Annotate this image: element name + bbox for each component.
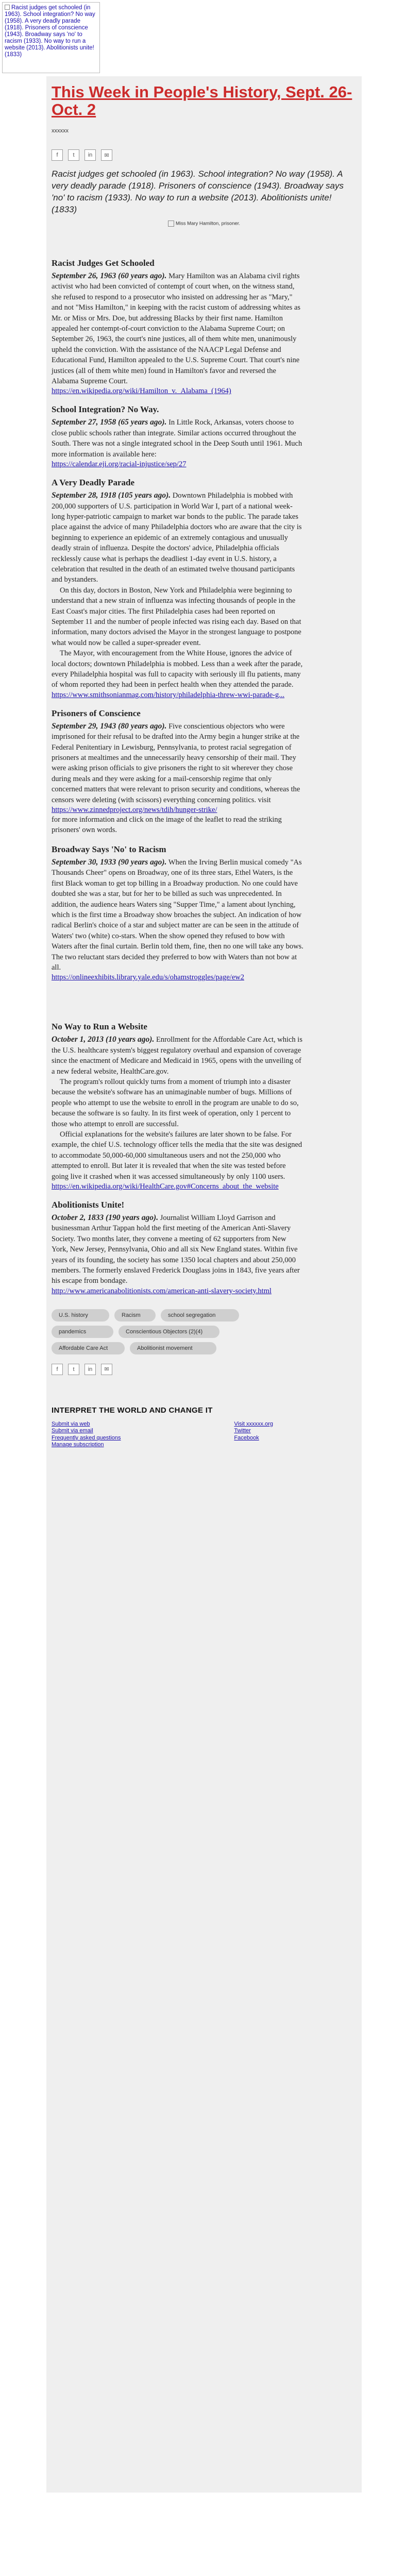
tag-pill[interactable]: pandemics [52, 1326, 113, 1338]
section-paragraph: Downtown Philadelphia is mobbed with 200,000 supporters of U.S. participation in World War I, part of a national week-long hyper-patriotic campaign to market war bonds to the public. The parade takes place against the advice of many Philadelphia doctors who are aware that the city is beginning to experience an epidemic of an extremely contagious and unusually deadly strain of influenza. Despite the doctors' advice, Philadelphia officials recklessly cause what is perhaps the deadliest 1-day event in U.S. history, a celebration that resulted in the death of an estimated twelve thousand participants and bystanders. [52, 492, 302, 584]
twitter-share-icon[interactable]: t [68, 149, 79, 161]
section-paragraph: Five conscientious objectors who were imprisoned for their refusal to be drafted into the Army begin a hunger strike at the Federal Penitentiary in Lewisburg, Pennsylvania, to protest racial segregation of prisoners at mealtimes and the unnecessarily heavy censorship of their mail. They were asking prison officials to give prisoners the right to sit wherever they chose during meals and they were asking for a mail-censorship regime that only concerned matters that were relevant to prison security and conditions, whereas the censors were deleting (with scissors) everything concerning politics. visit [52, 722, 300, 804]
share-row-bottom [46, 1364, 362, 1375]
section-paragraph: In Little Rock, Arkansas, voters choose to close public schools rather than integrate. Similar actions occurred throughout the South. There was not a single integrated school in the Deep South until 1961. Much more information is available here: [52, 418, 302, 459]
section-paragraph: Enrollment for the Affordable Care Act, which is the U.S. healthcare system's biggest regulatory overhaul and expansion of coverage since the enactment of Medicare and Medicaid in 1965, opens with the unveiling of a new federal website, HealthCare.gov. [52, 1036, 302, 1076]
section-date: October 1, 2013 (10 years ago). [52, 1035, 155, 1044]
footer-link-submit-email[interactable]: Submit via email [52, 1428, 93, 1434]
section-link[interactable]: https://onlineexhibits.library.yale.edu/s/ohamstroggles/page/ew2 [52, 973, 244, 982]
facebook-share-icon[interactable]: f [52, 1364, 63, 1375]
tag-pill[interactable]: Racism [114, 1309, 156, 1321]
footer-link-twitter[interactable]: Twitter [234, 1428, 251, 1434]
summary: Racist judges get schooled (in 1963). School integration? No way (1958). A very deadly parade (1918). Prisoners of conscience (1943). Broadway says 'no' to racism (1933). No way to run a website (2013). Abolitionists unite! (1833) [52, 169, 344, 214]
section-title: Racist Judges Get Schooled [52, 258, 155, 268]
section-title: A Very Deadly Parade [52, 478, 135, 488]
footer-col-left [52, 1421, 121, 1449]
section-title: Abolitionists Unite! [52, 1200, 125, 1210]
section-paragraph: The program's rollout quickly turns from a moment of triumph into a disaster because the website's software has an unimaginable number of bugs. Millions of people who attempt to use the website to enroll in the program are unable to do so, because the software is so faulty. In its first week of operation, only 1 percent to those who attempt to enroll are successful. [52, 1077, 299, 1128]
section-paragraph: Mary Hamilton was an Alabama civil rights activist who had been convicted of contempt of court when, on the witness stand, she refused to respond to a prosecutor who insisted on addressing her as "Mary," and not "Miss Hamilton," in keeping with the racist custom of addressing whites as Mr. or Miss or Mrs. Doe, but addressing Blacks by their first name. Hamilton appealed her contempt-of-court conviction to the Alabama Supreme Court; on September 26, 1963, the court's nine justices, all of them white men, unanimously upheld the conviction. With the assistance of the NAACP Legal Defense and Educational Fund, Hamilton appealed to the U.S. Supreme Court. That court's nine justices (all of them white men) found in Hamilton's favor and reversed the Alabama Supreme Court. [52, 272, 301, 386]
section-paragraph: On this day, doctors in Boston, New York and Philadelphia were beginning to understand that a new strain of influenza was infecting thousands of people in the East Coast's major cities. The first Philadelphia cases had been reported on September 11 and the number of people infected was rising each day. Based on that information, many doctors advised the Mayor in the strongest language to postpone what would now be called a super-spreader event. [52, 586, 301, 647]
section-title: No Way to Run a Website [52, 1022, 147, 1032]
section [52, 844, 304, 982]
section-after-link: for more information and click on the image of the leaflet to read the striking prisoners' own words. [52, 816, 282, 835]
section-date: September 28, 1918 (105 years ago). [52, 491, 171, 500]
tag-list [52, 1309, 258, 1354]
hero-image [52, 221, 357, 227]
linkedin-share-icon[interactable]: in [84, 149, 96, 161]
twitter-share-icon[interactable]: t [68, 1364, 79, 1375]
preheader[interactable] [2, 2, 100, 73]
spacer [52, 990, 304, 1021]
section-paragraph: The Mayor, with encouragement from the White House, ignores the advice of local doctors; downtown Philadelphia is mobbed. Less than a week after the parade, every Philadelphia hospital was full to capacity with seriously ill flu patients, many of whom reported they had been in perfect health when they attended the parade. [52, 649, 303, 689]
email-share-icon[interactable]: ✉ [101, 1364, 112, 1375]
facebook-share-icon[interactable]: f [52, 149, 63, 161]
photo-icon [168, 221, 174, 227]
footer-link-manage[interactable]: Manage subscription [52, 1442, 104, 1448]
section [52, 1021, 304, 1191]
section-paragraph: Journalist William Lloyd Garrison and businessman Arthur Tappan hold the first meeting of the American Anti-Slavery Society. Two months later, they convene a meeting of 62 supporters from New York, New Jersey, Pennsylvania, Ohio and all six New England states. Within five years of its founding, the society has some 1350 local chapters and about 250,000 members. The formerly enslaved Frederick Douglass joins in 1843, five years after his escape from bondage. [52, 1214, 300, 1285]
section-body [52, 271, 304, 386]
section [52, 258, 304, 396]
section-body [52, 857, 304, 973]
section-title: Prisoners of Conscience [52, 708, 141, 718]
preheader-text[interactable]: Racist judges get schooled (in 1963). School integration? No way (1958). A very deadly parade (1918). Prisoners of conscience (1943). Broadway says 'no' to racism (1933). No way to run a website (2013). Abolitionists unite! (1833) [5, 5, 95, 58]
section-date: September 29, 1943 (80 years ago). [52, 721, 167, 731]
article-content [46, 258, 304, 1354]
section-date: October 2, 1833 (190 years ago). [52, 1213, 159, 1223]
tag-pill[interactable]: Affordable Care Act [52, 1342, 125, 1354]
tag-pill[interactable]: Abolitionist movement [130, 1342, 216, 1354]
hero-caption: Miss Mary Hamilton, prisoner. [175, 221, 241, 227]
section-link[interactable]: http://www.americanabolitionists.com/american-anti-slavery-society.html [52, 1286, 272, 1295]
email-share-icon[interactable]: ✉ [101, 149, 112, 161]
section-body [52, 417, 304, 460]
linkedin-share-icon[interactable]: in [84, 1364, 96, 1375]
section-title: School Integration? No Way. [52, 404, 159, 415]
section-paragraph: Official explanations for the website's failures are later shown to be false. For example, the chief U.S. technology officer tells the media that the site was designed to accommodate 50,000-60,000 simultaneous users and not the 250,000 who attempted to enroll. But later it is revealed that when the site was tested before going live it crashed when it was accessed simultaneously by only 1100 users. [52, 1130, 302, 1181]
section-link[interactable]: https://www.zinnedproject.org/news/tdih/hunger-strike/ [52, 806, 217, 815]
tag-pill[interactable]: Conscientious Objectors (2)(4) [119, 1326, 219, 1338]
footer-col-right [234, 1421, 273, 1449]
footer-links [52, 1421, 273, 1449]
section-title: Broadway Says 'No' to Racism [52, 844, 166, 854]
section [52, 404, 304, 469]
section [52, 477, 304, 700]
section [52, 708, 304, 836]
page-title[interactable]: This Week in People's History, Sept. 26-Oct. 2 [52, 83, 352, 118]
section-body [52, 721, 304, 805]
broken-image-icon [5, 5, 10, 10]
byline: xxxxxx [52, 128, 69, 134]
footer-brand: INTERPRET THE WORLD AND CHANGE IT [52, 1405, 213, 1415]
section-link[interactable]: https://calendar.eji.org/racial-injustice/sep/27 [52, 460, 187, 469]
newsletter-card [46, 76, 362, 2493]
section-date: September 27, 1958 (65 years ago). [52, 418, 167, 427]
section [52, 1199, 304, 1296]
section-body [52, 490, 304, 585]
section-body [52, 1213, 304, 1286]
section-date: September 26, 1963 (60 years ago). [52, 272, 167, 280]
tag-pill[interactable]: U.S. history [52, 1309, 109, 1321]
tag-pill[interactable]: school segregation [161, 1309, 239, 1321]
footer-link-visit[interactable]: Visit xxxxxx.org [234, 1420, 273, 1427]
section-date: September 30, 1933 (90 years ago). [52, 857, 167, 867]
share-row-top [52, 149, 357, 161]
header [46, 76, 362, 258]
section-body [52, 1035, 304, 1077]
footer [46, 1406, 362, 1449]
section-link[interactable]: https://en.wikipedia.org/wiki/HealthCare.gov#Concerns_about_the_website [52, 1182, 279, 1191]
footer-link-facebook[interactable]: Facebook [234, 1434, 259, 1441]
section-link[interactable]: https://www.smithsonianmag.com/history/philadelphia-threw-wwi-parade-g... [52, 690, 285, 699]
section-link[interactable]: https://en.wikipedia.org/wiki/Hamilton_v._Alabama_(1964) [52, 387, 231, 396]
footer-link-faq[interactable]: Frequently asked questions [52, 1434, 121, 1441]
footer-link-submit-web[interactable]: Submit via web [52, 1420, 90, 1427]
section-paragraph: When the Irving Berlin musical comedy "As Thousands Cheer" opens on Broadway, one of its three stars, Ethel Waters, is the first Black woman to get top billing in a Broadway production. No one could have doubted she was a star, but for her to be billed as such was unprecedented. In addition, the audience hears Waters sing "Supper Time," a lament about lynching, which is the first time a Broadway show broaches the subject. An indication of how radical Berlin's choice of a star and subject matter are can be seen in the attitude of Waters' two (white) co-stars. When the show opened they refused to bow with Waters after the final curtain. Berlin told them, fine, then no one will take any bows. The two reluctant stars decided they preferred to bow with Waters than not bow at all. [52, 858, 303, 972]
